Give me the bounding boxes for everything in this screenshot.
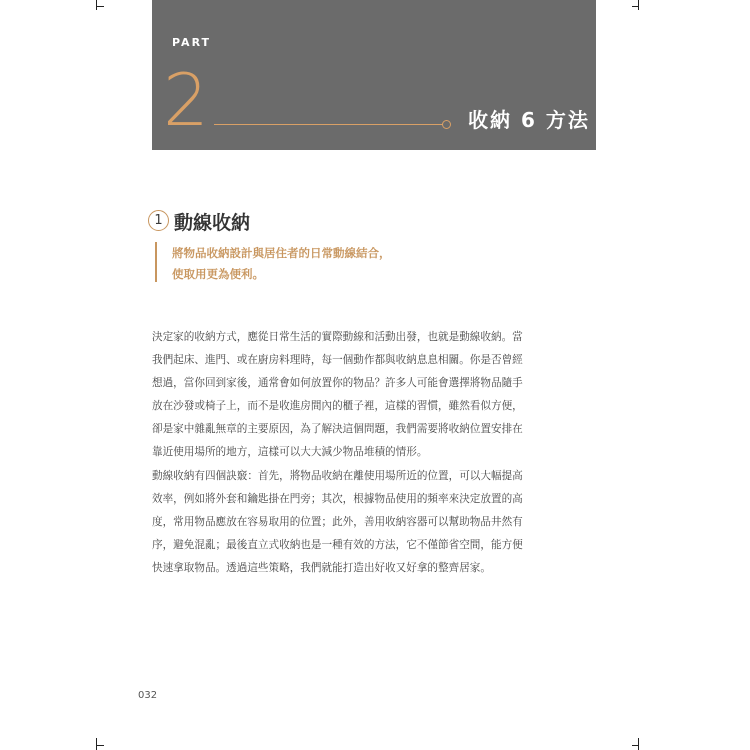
header-divider-dot xyxy=(442,120,451,129)
page-number: 032 xyxy=(138,690,158,701)
crop-mark-top-right-v xyxy=(638,0,639,10)
section-title: 動線收納 xyxy=(174,212,251,234)
header-divider-line xyxy=(214,124,444,125)
text-line: 序，避免混亂；最後直立式收納也是一種有效的方法，它不僅節省空間，能方便 xyxy=(152,539,523,551)
text-line: 動線收納有四個訣竅：首先，將物品收納在離使用場所近的位置，可以大幅提高 xyxy=(152,470,523,482)
text-line: 卻是家中雜亂無章的主要原因，為了解決這個問題，我們需要將收納位置安排在 xyxy=(152,423,523,435)
crop-mark-top-left-h xyxy=(96,6,104,7)
summary-accent-bar xyxy=(155,242,157,282)
text-line: 我們起床、進門、或在廚房料理時，每一個動作都與收納息息相關。你是否曾經 xyxy=(152,354,523,366)
part-number: 2 xyxy=(163,58,209,142)
body-paragraph-1 xyxy=(152,326,524,464)
summary-line: 使取用更為便利。 xyxy=(172,267,264,281)
text-line: 度，常用物品應放在容易取用的位置；此外，善用收納容器可以幫助物品井然有 xyxy=(152,516,523,528)
body-paragraph-2 xyxy=(152,465,524,580)
text-line: 放在沙發或椅子上，而不是收進房間內的櫃子裡，這樣的習慣，雖然看似方便， xyxy=(152,400,523,412)
crop-mark-bottom-left-v xyxy=(96,738,97,750)
text-line: 靠近使用場所的地方，這樣可以大大減少物品堆積的情形。 xyxy=(152,446,428,458)
text-line: 決定家的收納方式，應從日常生活的實際動線和活動出發，也就是動線收納。當 xyxy=(152,331,523,343)
section-summary xyxy=(172,243,502,285)
text-line: 快速拿取物品。透過這些策略，我們就能打造出好收又好拿的整齊居家。 xyxy=(152,562,491,574)
crop-mark-bottom-right-v xyxy=(638,738,639,750)
text-line: 效率，例如將外套和鑰匙掛在門旁；其次，根據物品使用的頻率來決定放置的高 xyxy=(152,493,523,505)
crop-mark-top-right-h xyxy=(632,6,639,7)
section-number-badge: 1 xyxy=(148,210,169,231)
part-label: PART xyxy=(172,36,212,49)
summary-line: 將物品收納設計與居住者的日常動線結合， xyxy=(172,246,391,260)
crop-mark-bottom-left-h xyxy=(96,745,104,746)
crop-mark-top-left-v xyxy=(96,0,97,10)
crop-mark-bottom-right-h xyxy=(632,745,639,746)
part-header-band xyxy=(152,0,596,150)
text-line: 想過，當你回到家後，通常會如何放置你的物品？許多人可能會選擇將物品隨手 xyxy=(152,377,523,389)
part-title: 收納 6 方法 xyxy=(468,108,590,132)
